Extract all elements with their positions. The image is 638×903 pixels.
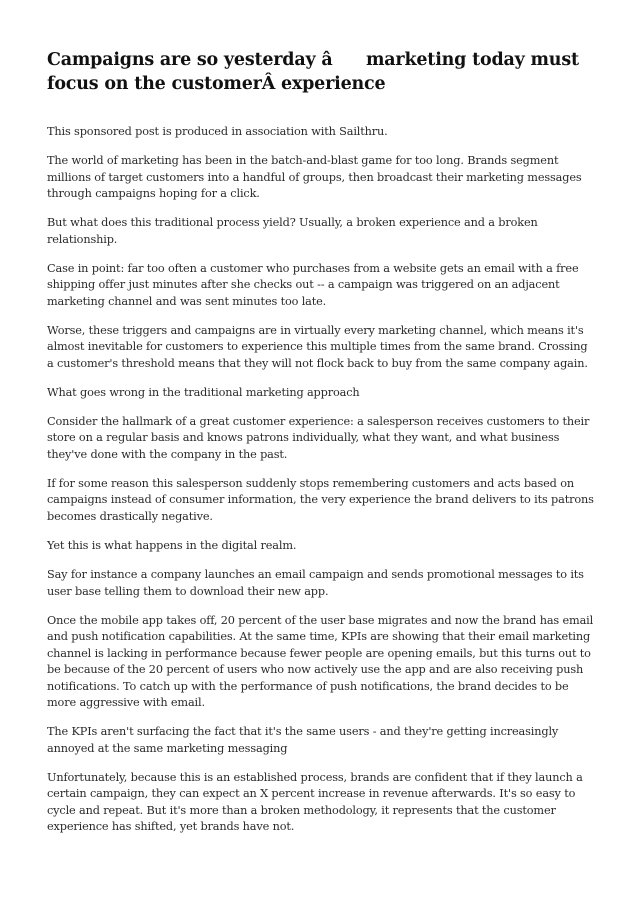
paragraph: But what does this traditional process yield? Usually, a broken experience and a broken relationship. (47, 216, 538, 246)
paragraph: The world of marketing has been in the batch-and-blast game for too long. Brands segment millions of target customers into a handful of groups, then broadcast their marketing messages through campaigns hoping for a click. (47, 154, 582, 201)
paragraph-sponsor-note: This sponsored post is produced in association with Sailthru. (47, 125, 388, 138)
paragraph: Say for instance a company launches an email campaign and sends promotional messages to its user base telling them to download their new app. (47, 568, 584, 598)
document-page (47, 48, 595, 848)
paragraph: Worse, these triggers and campaigns are in virtually every marketing channel, which means it's almost inevitable for customers to experience this multiple times from the same brand. Crossing a customer's threshold means that they will not flock back to buy from the same company again. (47, 323, 588, 370)
paragraph: Unfortunately, because this is an established process, brands are confident that if they launch a certain campaign, they can expect an X percent increase in revenue afterwards. It's so easy to cycle and repeat. But it's more than a broken methodology, it represents that the customer experience has shifted, yet brands have not. (47, 770, 583, 833)
article-title: Campaigns are so yesterday â marketing today must focus on the customerÂ experience (47, 50, 579, 94)
paragraph: Case in point: far too often a customer who purchases from a website gets an email with a free shipping offer just minutes after she checks out -- a campaign was triggered on an adjacent marketing channel and was sent minutes too late. (47, 261, 579, 308)
paragraph: If for some reason this salesperson suddenly stops remembering customers and acts based on campaigns instead of consumer information, the very experience the brand delivers to its patrons becomes drastically negative. (47, 477, 594, 523)
paragraph: Consider the hallmark of a great customer experience: a salesperson receives customers to their store on a regular basis and knows patrons individually, what they want, and what business they've done with the company in the past. (47, 415, 590, 461)
paragraph: Yet this is what happens in the digital realm. (47, 539, 297, 553)
paragraph: The KPIs aren't surfacing the fact that it's the same users - and they're getting increasingly annoyed at the same marketing messaging (47, 725, 559, 755)
paragraph: Once the mobile app takes off, 20 percent of the user base migrates and now the brand has email and push notification capabilities. At the same time, KPIs are showing that their email marketing channel is lacking in performance because fewer people are opening emails, but this turns out to be because of the 20 percent of users who now actively use the app and are also receiving push notifications. To catch up with the performance of push notifications, the brand decides to be more aggressive with email. (47, 613, 594, 709)
section-heading: What goes wrong in the traditional marketing approach (47, 385, 360, 399)
